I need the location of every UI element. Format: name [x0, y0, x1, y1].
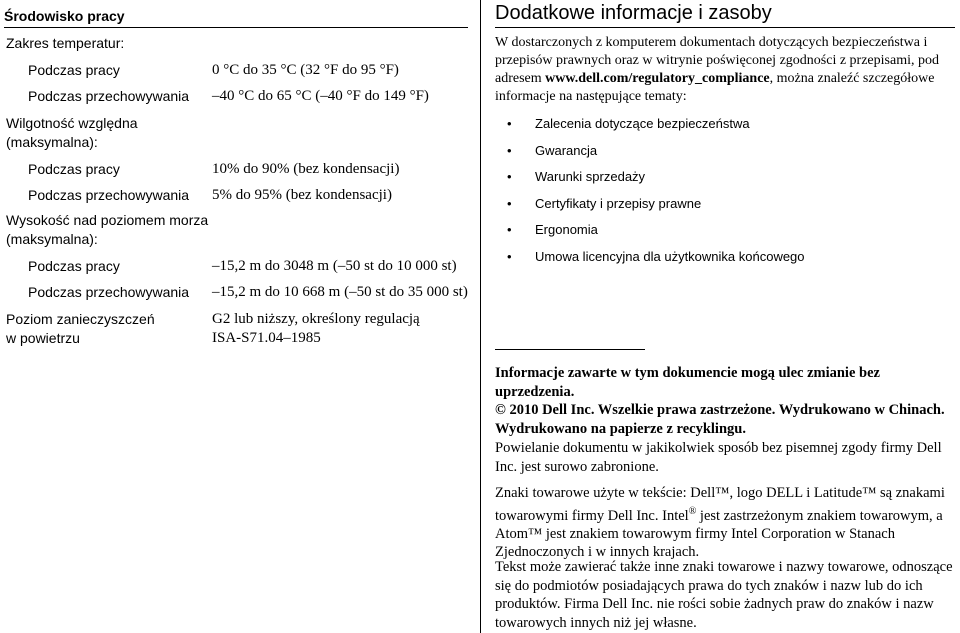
resources-title: Dodatkowe informacje i zasoby	[495, 0, 955, 28]
altitude-operating-value: –15,2 m do 3048 m (–50 st do 10 000 st)	[212, 258, 457, 274]
bullet-icon: •	[507, 142, 512, 158]
list-item	[495, 114, 805, 141]
humidity-label-line2: (maksymalna):	[6, 134, 98, 150]
humidity-label-line1: Wilgotność względna	[6, 115, 138, 131]
topics-list	[495, 114, 805, 273]
altitude-label-line2: (maksymalna):	[6, 231, 98, 247]
list-item-label: Certyfikaty i przepisy prawne	[535, 195, 702, 211]
temp-operating-value: 0 °C do 35 °C (32 °F do 95 °F)	[212, 62, 399, 78]
list-item	[495, 247, 805, 274]
reproduction-notice: Powielanie dokumentu w jakikolwiek sposób bez pisemnej zgody firmy Dell Inc. jest surowo zabronione.	[495, 440, 942, 475]
trademark-text-start: Znaki towarowe użyte w tekście: Dell™, logo DELL i Latitude™ są znakami towarowymi firmy Dell Inc. Intel	[495, 485, 945, 524]
resources-intro	[495, 34, 955, 106]
copyright-notice: © 2010 Dell Inc. Wszelkie prawa zastrzeżone. Wydrukowano w Chinach. Wydrukowano na papierze z recyklingu.	[495, 402, 945, 437]
humidity-operating-value: 10% do 90% (bez kondensacji)	[212, 161, 400, 177]
temperature-label: Zakres temperatur:	[6, 35, 125, 51]
list-item-label: Ergonomia	[535, 222, 598, 237]
change-notice: Informacje zawarte w tym dokumencie mogą ulec zmianie bez uprzedzenia.	[495, 365, 880, 400]
humidity-storage-value: 5% do 95% (bez kondensacji)	[212, 187, 392, 203]
registered-mark: ®	[688, 505, 697, 517]
trademark-notice	[495, 484, 957, 562]
list-item-label: Umowa licencyjna dla użytkownika końcowego	[535, 248, 805, 264]
bullet-icon: •	[507, 116, 512, 131]
intro-text-end: , można znaleźć szczegółowe informacje na następujące tematy:	[495, 71, 935, 104]
list-item-label: Zalecenia dotyczące bezpieczeństwa	[535, 116, 750, 131]
other-trademarks-notice: Tekst może zawierać także inne znaki towarowe i nazwy towarowe, odnoszące się do podmiotów posiadających prawa do tych znaków i nazw lub do ich produktów. Firma Dell Inc. nie rości sobie żadnych praw do znaków i nazw towarowych innych niż jej własne.	[495, 559, 953, 631]
pollution-value-line1: G2 lub niższy, określony regulacją	[212, 311, 420, 327]
regulatory-compliance-link[interactable]: www.dell.com/regulatory_compliance	[545, 71, 770, 86]
list-item	[495, 220, 805, 247]
altitude-storage-label: Podczas przechowywania	[28, 284, 190, 300]
altitude-label-line1: Wysokość nad poziomem morza	[6, 212, 209, 228]
altitude-operating-label: Podczas pracy	[28, 258, 120, 274]
list-item	[495, 141, 805, 168]
list-item	[495, 194, 805, 221]
temp-storage-label: Podczas przechowywania	[28, 88, 190, 104]
column-divider	[480, 0, 481, 633]
humidity-operating-label: Podczas pracy	[28, 161, 120, 177]
temp-operating-label: Podczas pracy	[28, 62, 120, 78]
intro-text-start: W dostarczonych z komputerem dokumentach dotyczących bezpieczeństwa i przepisów prawnych oraz w witrynie poświęconej zgodności z przepisami, pod adresem	[495, 35, 939, 86]
bullet-icon: •	[507, 195, 512, 211]
list-item-label: Warunki sprzedaży	[535, 169, 646, 184]
bullet-icon: •	[507, 248, 512, 264]
pollution-label-line2: w powietrzu	[6, 330, 80, 346]
list-item-label: Gwarancja	[535, 142, 598, 158]
pollution-label-line1: Poziom zanieczyszczeń	[6, 311, 155, 327]
list-item	[495, 167, 805, 194]
bullet-icon: •	[507, 222, 512, 237]
humidity-storage-label: Podczas przechowywania	[28, 187, 190, 203]
pollution-value-line2: ISA-S71.04–1985	[212, 330, 321, 346]
altitude-storage-value: –15,2 m do 10 668 m (–50 st do 35 000 st)	[212, 284, 468, 300]
temp-storage-value: –40 °C do 65 °C (–40 °F do 149 °F)	[212, 88, 429, 104]
footnote-divider	[495, 349, 645, 350]
section-heading: Środowisko pracy	[4, 5, 468, 28]
bullet-icon: •	[507, 169, 512, 184]
legal-notice	[495, 364, 960, 438]
trademark-text-end: jest zastrzeżonym znakiem towarowym, a Atom™ jest znakiem towarowym firmy Intel Corporation w Stanach Zjednoczonych i w innych krajach.	[495, 507, 943, 561]
